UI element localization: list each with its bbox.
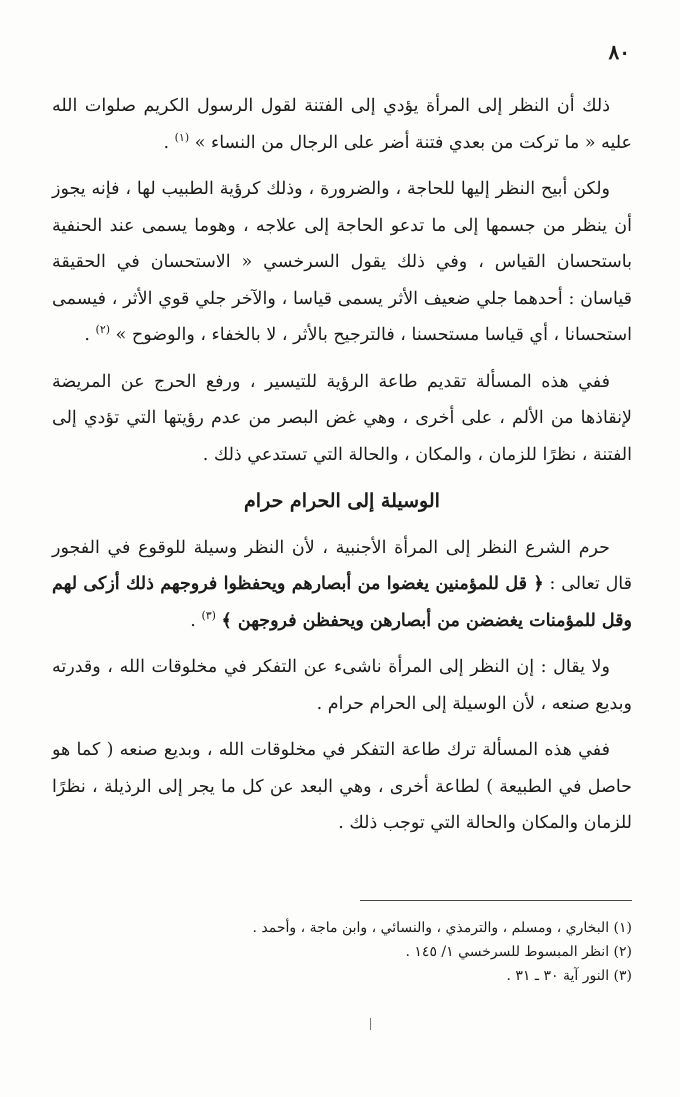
paragraph-3-text: ففي هذه المسألة تقديم طاعة الرؤية للتيسير ، ورفع الحرج عن المريضة لإنقاذها من الألم ، على أخرى ، وهي غض البصر من عدم رؤيتها التي تؤدي إلى الفتنة ، نظرًا للزمان ، والمكان ، والحالة التي تستدعي ذلك . bbox=[52, 371, 632, 465]
footnote-ref-3: (٣) bbox=[201, 608, 216, 622]
footnote-2: (٢) انظر المبسوط للسرخسي ١/ ١٤٥ . bbox=[405, 944, 632, 960]
quran-verse: ﴿ قل للمؤمنين يغضوا من أبصارهم ويحفظوا فروجهم ذلك أزكى لهم وقل للمؤمنات يغضضن من أبصارهن ويحفظن فروجهن ﴾ bbox=[52, 574, 632, 631]
paragraph-3 bbox=[52, 364, 632, 474]
footnotes bbox=[52, 916, 632, 988]
paragraph-1-text: ذلك أن النظر إلى المرأة يؤدي إلى الفتنة لقول الرسول الكريم صلوات الله عليه « ما تركت من بعدي فتنة أضر على الرجال من النساء » bbox=[52, 96, 632, 153]
verse-tail: . bbox=[190, 610, 202, 631]
section-heading: الوسيلة إلى الحرام حرام bbox=[244, 490, 440, 512]
footnote-ref-1: (١) bbox=[174, 130, 190, 144]
paragraph-1 bbox=[52, 88, 632, 161]
verse-intro: حرم الشرع النظر إلى المرأة الأجنبية ، لأن النظر وسيلة للوقوع في الفجور قال تعالى : bbox=[52, 537, 633, 594]
paragraph-5: ففي هذه المسألة ترك طاعة التفكر في مخلوقات الله ، وبديع صنعه ( كما هو حاصل في الطبيعة ) لطاعة أخرى ، وهي البعد عن كل ما يجر إلى الرذيلة ، نظرًا للزمان والمكان والحالة التي توجب ذلك . bbox=[52, 740, 632, 833]
body-text bbox=[52, 88, 632, 852]
paragraph-2-text: ولكن أبيح النظر إليها للحاجة ، والضرورة ، وذلك كرؤية الطبيب لها ، فإنه يجوز أن ينظر من جسمها إلى ما تدعو الحاجة إلى علاجه ، وهوما يسمى عند الحنفية باستحسان القياس ، وفي ذلك يقول السرخسي « الاستحسان في الحقيقة قياسان : أحدهما جلي ضعيف الأثر يسمى قياسا ، والآخر جلي قوي الأثر ، فيسمى استحسانا ، أي قياسا مستحسنا ، فالترجيح بالأثر ، لا بالخفاء ، والوضوح » bbox=[52, 179, 632, 345]
footnote-1: (١) البخاري ، ومسلم ، والترمذي ، والنسائي ، وابن ماجة ، وأحمد . bbox=[252, 920, 632, 936]
footnote-divider bbox=[360, 900, 632, 901]
page-number: ٨٠ bbox=[608, 40, 630, 64]
paragraph-1-tail: . bbox=[163, 132, 175, 153]
paragraph-2-tail: . bbox=[84, 325, 96, 345]
paragraph-4: ولا يقال : إن النظر إلى المرأة ناشىء عن التفكر في مخلوقات الله ، وقدرته وبديع صنعه ، لأن الوسيلة إلى الحرام حرام . bbox=[52, 657, 632, 714]
footnote-ref-2: (٢) bbox=[95, 323, 111, 337]
footnote-3: (٣) النور آية ٣٠ ـ ٣١ . bbox=[506, 968, 632, 984]
print-mark bbox=[370, 1018, 371, 1030]
verse-paragraph bbox=[52, 530, 632, 640]
paragraph-2 bbox=[52, 171, 632, 354]
